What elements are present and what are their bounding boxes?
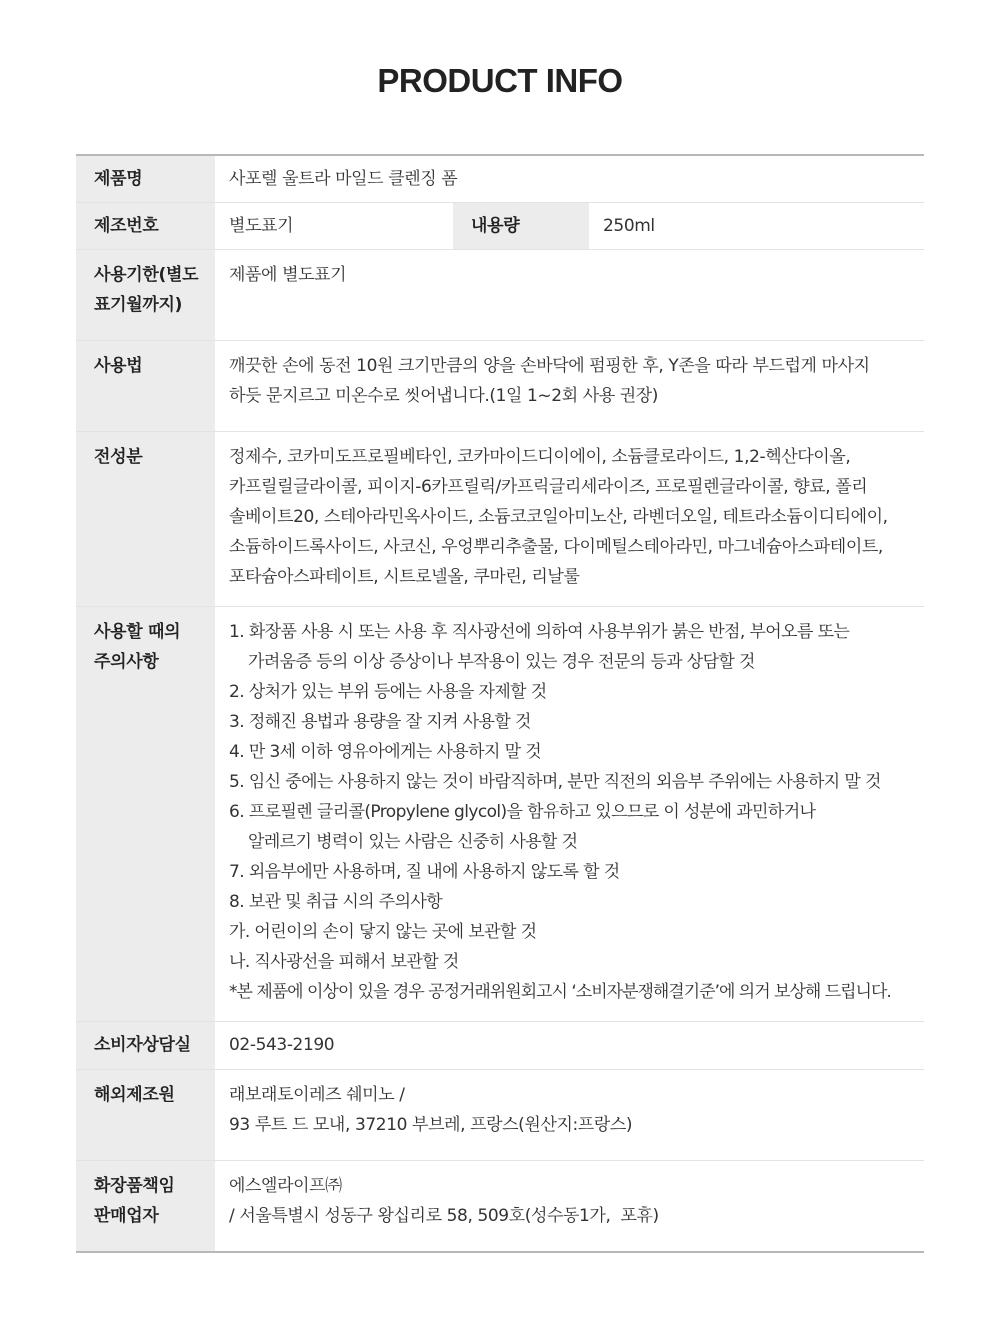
caution-line: 알레르기 병력이 있는 사람은 신중히 사용할 것 [248, 832, 578, 852]
row-consumer-center [76, 1022, 924, 1070]
row-caution [76, 607, 924, 1022]
seller-label-line: 화장품책임 [94, 1176, 175, 1196]
caution-line: 3. 정해진 용법과 용량을 잘 지켜 사용할 것 [229, 712, 531, 732]
product-name-value: 사포렐 울트라 마일드 클렌징 폼 [215, 155, 924, 203]
volume-value: 250ml [589, 203, 924, 250]
row-usage [76, 341, 924, 432]
seller-value [215, 1161, 924, 1253]
caution-line: 7. 외음부에만 사용하며, 질 내에 사용하지 않도록 할 것 [229, 862, 620, 882]
caution-line: 2. 상처가 있는 부위 등에는 사용을 자제할 것 [229, 682, 547, 702]
consumer-center-label: 소비자상담실 [76, 1022, 215, 1070]
row-seller [76, 1161, 924, 1253]
seller-label [76, 1161, 215, 1253]
expiry-label [76, 250, 215, 341]
ingredients-line: 포타슘아스파테이트, 시트로넬올, 쿠마린, 리날룰 [229, 567, 580, 587]
ingredients-line: 솔베이트20, 스테아라민옥사이드, 소듐코코일아미노산, 라벤더오일, 테트라소듐이디티에이, [229, 507, 888, 527]
caution-line: 4. 만 3세 이하 영유아에게는 사용하지 말 것 [229, 742, 542, 762]
caution-label [76, 607, 215, 1022]
ingredients-value [215, 432, 924, 607]
overseas-manufacturer-line: 래보래토이레즈 쉐미노 / [229, 1085, 405, 1105]
row-manufacture-volume [76, 203, 924, 250]
expiry-value: 제품에 별도표기 [215, 250, 924, 341]
caution-line: 가려움증 등의 이상 증상이나 부작용이 있는 경우 전문의 등과 상담할 것 [248, 652, 755, 672]
expiry-label-line: 표기월까지) [94, 295, 183, 315]
caution-label-line: 주의사항 [94, 652, 159, 672]
usage-line: 깨끗한 손에 동전 10원 크기만큼의 양을 손바닥에 펌핑한 후, Y존을 따라 부드럽게 마사지 [229, 356, 870, 376]
seller-label-line: 판매업자 [94, 1206, 159, 1226]
consumer-center-value: 02-543-2190 [215, 1022, 924, 1070]
caution-line: 6. 프로필렌 글리콜(Propylene glycol)을 함유하고 있으므로 이 성분에 과민하거나 [229, 802, 816, 822]
product-name-label: 제품명 [76, 155, 215, 203]
ingredients-line: 정제수, 코카미도프로필베타인, 코카마이드디이에이, 소듐클로라이드, 1,2-헥산다이올, [229, 447, 851, 467]
caution-line: 8. 보관 및 취급 시의 주의사항 [229, 892, 443, 912]
seller-line: / 서울특별시 성동구 왕십리로 58, 509호(성수동1가, 포휴) [229, 1206, 659, 1226]
caution-line: 가. 어린이의 손이 닿지 않는 곳에 보관할 것 [229, 922, 537, 942]
ingredients-label: 전성분 [76, 432, 215, 607]
manufacture-no-value: 별도표기 [215, 203, 453, 250]
caution-line: *본 제품에 이상이 있을 경우 공정거래위원회고시 ‘소비자분쟁해결기준’에 의거 보상해 드립니다. [229, 982, 891, 1002]
product-info-table [76, 154, 924, 1253]
caution-line: 5. 임신 중에는 사용하지 않는 것이 바람직하며, 분만 직전의 외음부 주위에는 사용하지 말 것 [229, 772, 881, 792]
overseas-manufacturer-value [215, 1070, 924, 1161]
caution-line: 1. 화장품 사용 시 또는 사용 후 직사광선에 의하여 사용부위가 붉은 반점, 부어오름 또는 [229, 622, 850, 642]
overseas-manufacturer-label: 해외제조원 [76, 1070, 215, 1161]
manufacture-no-label: 제조번호 [76, 203, 215, 250]
ingredients-line: 카프릴릴글라이콜, 피이지-6카프릴릭/카프릭글리세라이즈, 프로필렌글라이콜, 향료, 폴리 [229, 477, 868, 497]
expiry-label-line: 사용기한(별도 [94, 265, 199, 285]
caution-value [215, 607, 924, 1022]
volume-label: 내용량 [453, 203, 589, 250]
ingredients-line: 소듐하이드록사이드, 사코신, 우엉뿌리추출물, 다이메틸스테아라민, 마그네슘아스파테이트, [229, 537, 883, 557]
usage-label: 사용법 [76, 341, 215, 432]
row-expiry [76, 250, 924, 341]
page-title: PRODUCT INFO [377, 62, 623, 99]
row-ingredients [76, 432, 924, 607]
usage-value [215, 341, 924, 432]
overseas-manufacturer-line: 93 루트 드 모내, 37210 부브레, 프랑스(원산지:프랑스) [229, 1115, 633, 1135]
caution-label-line: 사용할 때의 [94, 622, 181, 642]
row-overseas-manufacturer [76, 1070, 924, 1161]
caution-line: 나. 직사광선을 피해서 보관할 것 [229, 952, 459, 972]
seller-line: 에스엘라이프㈜ [229, 1176, 342, 1196]
row-product-name [76, 155, 924, 203]
usage-line: 하듯 문지르고 미온수로 씻어냅니다.(1일 1~2회 사용 권장) [229, 386, 659, 406]
